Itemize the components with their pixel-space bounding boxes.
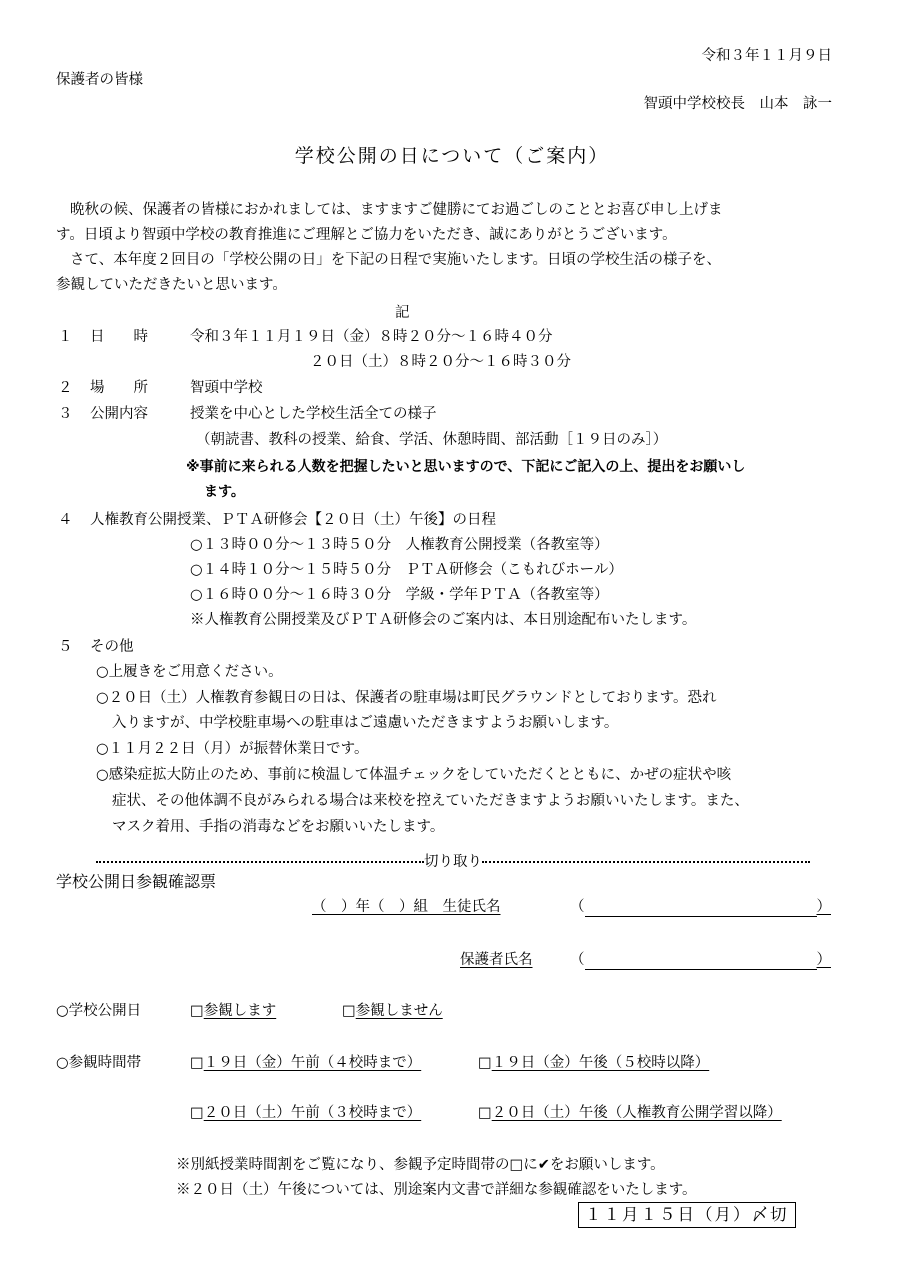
- item-number: ３: [58, 406, 73, 422]
- schedule-heading: 人権教育公開授業、ＰＴＡ研修会【２０日（土）午後】の日程: [90, 512, 496, 528]
- other-line: ○１１月２２日（月）が振替休業日です。: [96, 741, 369, 757]
- paren-open: （: [570, 952, 585, 968]
- student-name-input[interactable]: [585, 898, 817, 917]
- cut-line: [78, 852, 828, 872]
- document-title: 学校公開の日について（ご案内）: [294, 145, 610, 167]
- datetime-line-1: 令和３年１１月１９日（金）８時２０分～１６時４０分: [190, 329, 553, 345]
- item-number: ５: [58, 639, 73, 655]
- other-line: ○感染症拡大防止のため、事前に検温して体温チェックをしていただくとともに、かぜの症状や咳: [96, 767, 732, 783]
- paren-close: ）: [816, 899, 831, 915]
- slot-option[interactable]: [190, 1053, 421, 1073]
- dotted-rule: [482, 861, 810, 863]
- other-line: 入りますが、中学校駐車場への駐車はご遠慮いただきますようお願いします。: [112, 715, 619, 731]
- recipient: 保護者の皆様: [56, 72, 143, 88]
- slot-option[interactable]: [478, 1053, 709, 1073]
- schedule-line: ○１４時１０分～１５時５０分 ＰＴＡ研修会（こもれびホール）: [190, 562, 623, 578]
- slot-option[interactable]: [190, 1103, 421, 1123]
- dotted-rule: [96, 861, 424, 863]
- deadline-box: １１月１５日（月）〆切: [578, 1202, 796, 1228]
- intro-line: 晩秋の候、保護者の皆様におかれましては、ますますご健勝にてお過ごしのこととお喜び申し上げま: [70, 202, 723, 218]
- slot-label: １９日（金）午前（４校時まで）: [203, 1055, 422, 1071]
- content-note: ※事前に来られる人数を把握したいと思いますので、下記にご記入の上、提出をお願いし: [186, 459, 746, 475]
- other-line: ○２０日（土）人権教育参観日の日は、保護者の駐車場は町民グラウンドとしております。恐れ: [96, 690, 717, 706]
- content-value: 授業を中心とした学校生活全ての様子: [190, 406, 437, 422]
- checkbox[interactable]: □: [190, 1055, 204, 1071]
- slot-option[interactable]: [478, 1103, 782, 1123]
- paren-open: （: [570, 899, 585, 915]
- other-line: 症状、その他体調不良がみられる場合は来校を控えていただきますようお願いいたします。また、: [112, 793, 749, 809]
- parent-name-label: 保護者氏名: [460, 952, 533, 968]
- attend-label: 参観します: [203, 1003, 277, 1019]
- form-note: ※別紙授業時間割をご覧になり、参観予定時間帯の□に✔をお願いします。: [176, 1157, 665, 1173]
- intro-line: す。日頃より智頭中学校の教育推進にご理解とご協力をいただき、誠にありがとうございます。: [56, 227, 677, 243]
- paren-close: ）: [816, 952, 831, 968]
- item-label-content: 公開内容: [90, 406, 148, 422]
- checkbox[interactable]: □: [342, 1003, 356, 1019]
- form-note: ※２０日（土）午後については、別途案内文書で詳細な参観確認をいたします。: [176, 1182, 697, 1198]
- item-label-place: 場 所: [90, 380, 148, 396]
- schedule-line: ○１３時００分～１３時５０分 人権教育公開授業（各教室等）: [190, 537, 609, 553]
- checkbox[interactable]: □: [478, 1105, 492, 1121]
- schedule-line: ○１６時００分～１６時３０分 学級・学年ＰＴＡ（各教室等）: [190, 587, 609, 603]
- content-note-cont: ます。: [204, 484, 245, 500]
- checkbox[interactable]: □: [190, 1105, 204, 1121]
- document-date: 令和３年１１月９日: [701, 48, 832, 64]
- datetime-line-2: ２０日（土）８時２０分～１６時３０分: [310, 354, 571, 370]
- time-slot-label: ○参観時間帯: [56, 1055, 142, 1071]
- cut-label: 切り取り: [424, 854, 482, 870]
- attend-option[interactable]: [190, 1001, 276, 1021]
- slot-label: ２０日（土）午後（人権教育公開学習以降）: [491, 1105, 782, 1121]
- intro-line: さて、本年度２回目の「学校公開の日」を下記の日程で実施いたします。日頃の学校生活の様子を、: [70, 252, 722, 268]
- parent-name-field[interactable]: [570, 950, 831, 970]
- place-value: 智頭中学校: [190, 380, 263, 396]
- item-number: ２: [58, 380, 73, 396]
- parent-name-input[interactable]: [585, 951, 817, 970]
- absent-label: 参観しません: [355, 1003, 443, 1019]
- other-heading: その他: [90, 639, 134, 655]
- ki-heading: 記: [395, 305, 410, 321]
- content-sub: （朝読書、教科の授業、給食、学活、休憩時間、部活動［１９日のみ］）: [196, 432, 668, 448]
- slot-label: １９日（金）午後（５校時以降）: [491, 1055, 710, 1071]
- form-title: 学校公開日参観確認票: [56, 872, 217, 891]
- item-number: ４: [58, 512, 73, 528]
- item-number: １: [58, 329, 73, 345]
- class-name-label: （ ）年（ ）組 生徒氏名: [312, 899, 501, 915]
- other-line: ○上履きをご用意ください。: [96, 664, 283, 680]
- item-label-datetime: 日 時: [90, 329, 148, 345]
- other-line: マスク着用、手指の消毒などをお願いいたします。: [112, 819, 445, 835]
- intro-line: 参観していただきたいと思います。: [56, 277, 287, 293]
- checkbox[interactable]: □: [478, 1055, 492, 1071]
- checkbox[interactable]: □: [190, 1003, 204, 1019]
- absent-option[interactable]: [342, 1001, 443, 1021]
- slot-label: ２０日（土）午前（３校時まで）: [203, 1105, 422, 1121]
- schedule-note: ※人権教育公開授業及びＰＴＡ研修会のご案内は、本日別途配布いたします。: [190, 612, 697, 628]
- sender: 智頭中学校校長 山本 詠一: [643, 96, 832, 112]
- student-name-field[interactable]: [570, 897, 831, 917]
- visit-day-label: ○学校公開日: [56, 1003, 142, 1019]
